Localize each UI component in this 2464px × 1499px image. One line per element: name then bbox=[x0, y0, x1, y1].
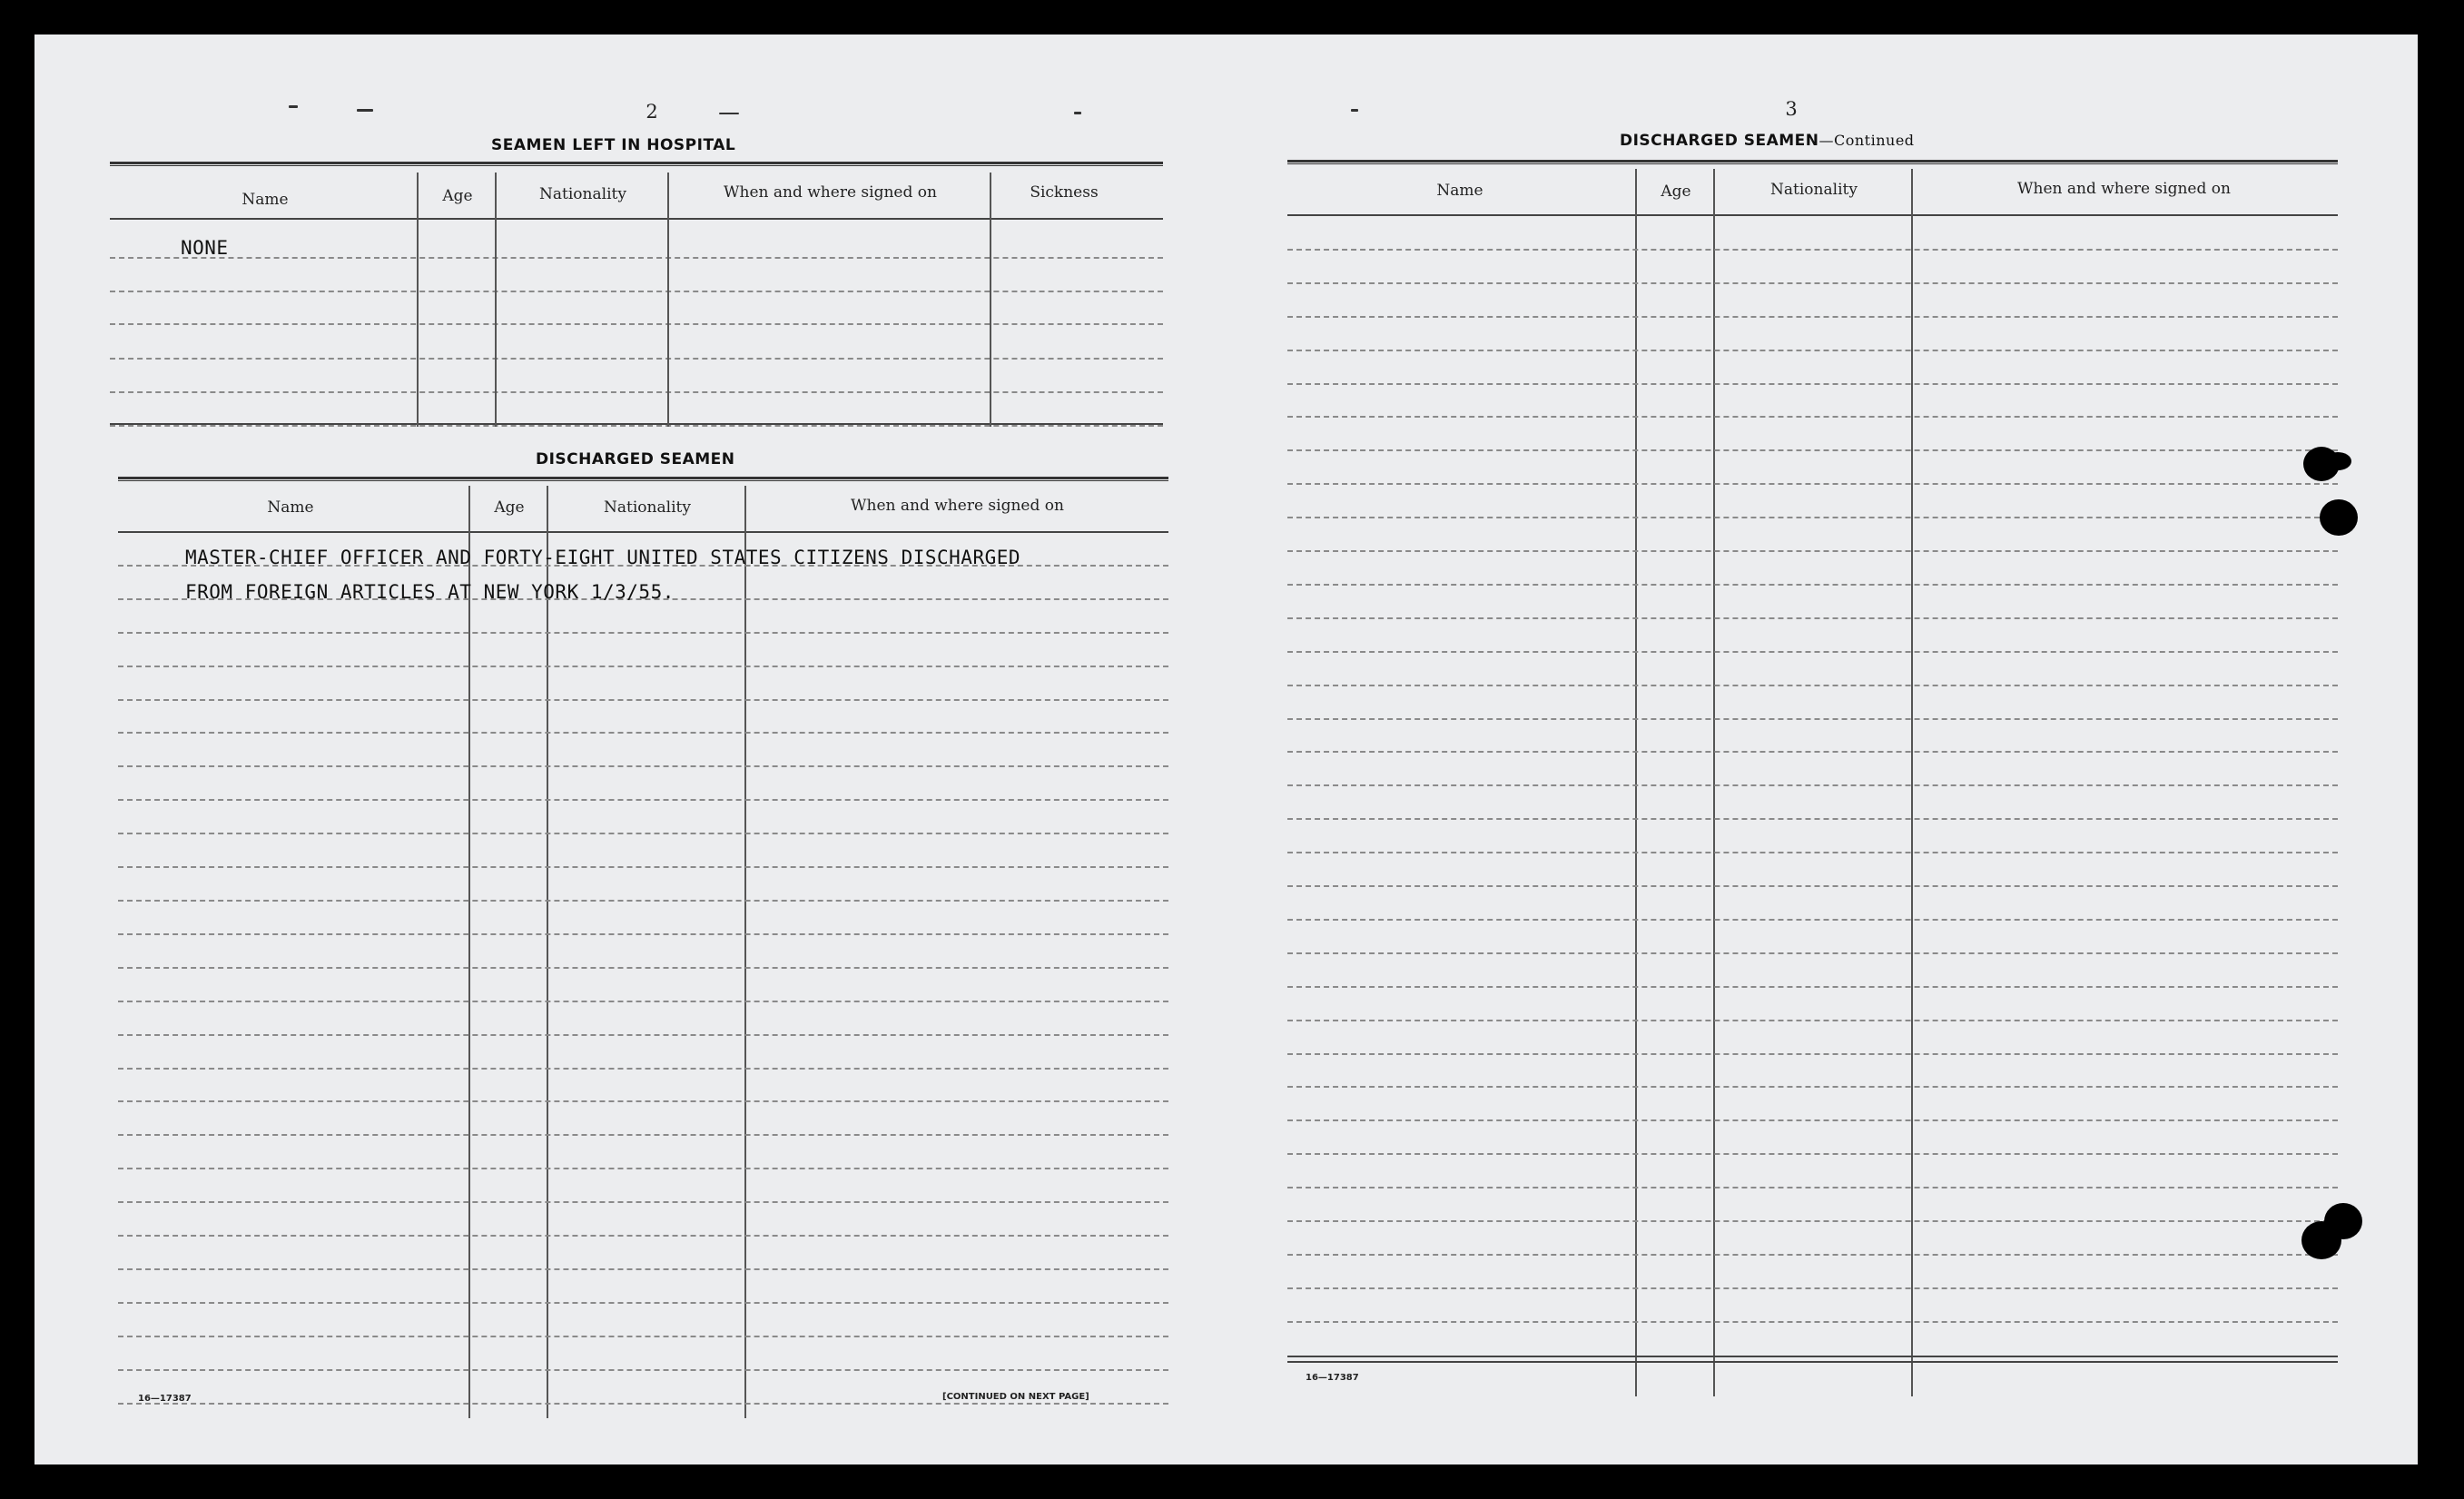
hospital-col-divider bbox=[417, 173, 419, 427]
entry-line bbox=[1287, 1053, 2338, 1055]
right-col-name: Name bbox=[1436, 182, 1483, 200]
hospital-line bbox=[110, 425, 1163, 427]
entry-line bbox=[1287, 249, 2338, 251]
continued-note: [CONTINUED ON NEXT PAGE] bbox=[942, 1392, 1089, 1402]
entry-line bbox=[118, 1168, 1168, 1169]
entry-line bbox=[1287, 617, 2338, 619]
entry-line bbox=[118, 933, 1168, 935]
ink-speck bbox=[1351, 109, 1358, 112]
entry-line bbox=[118, 632, 1168, 634]
right-col-divider bbox=[1635, 169, 1637, 1396]
right-col-divider bbox=[1911, 169, 1913, 1396]
entry-line bbox=[118, 1302, 1168, 1304]
hospital-col-age: Age bbox=[442, 187, 473, 205]
entry-line bbox=[118, 900, 1168, 902]
ink-speck bbox=[719, 113, 739, 114]
form-number-left: 16—17387 bbox=[138, 1394, 192, 1404]
form-number-right: 16—17387 bbox=[1306, 1373, 1359, 1383]
entry-line bbox=[1287, 1287, 2338, 1289]
hospital-line bbox=[110, 323, 1163, 325]
hospital-section-title: SEAMEN LEFT IN HOSPITAL bbox=[491, 136, 736, 154]
right-header-rule bbox=[1287, 214, 2338, 216]
entry-line bbox=[1287, 316, 2338, 318]
entry-line bbox=[1287, 818, 2338, 820]
right-bottom-rule-2 bbox=[1287, 1361, 2338, 1363]
entry-line bbox=[118, 1201, 1168, 1203]
entry-line bbox=[118, 967, 1168, 969]
right-section-title bbox=[1620, 132, 1915, 150]
discharged-col-divider bbox=[547, 486, 548, 1418]
entry-line bbox=[1287, 1086, 2338, 1088]
punch-hole bbox=[2324, 452, 2351, 470]
hospital-bottom-rule bbox=[110, 423, 1163, 425]
entry-line bbox=[118, 1268, 1168, 1270]
hospital-col-divider bbox=[667, 173, 669, 427]
hospital-col-name: Name bbox=[241, 191, 289, 209]
entry-line bbox=[1287, 986, 2338, 988]
entry-line bbox=[118, 1403, 1168, 1405]
entry-line bbox=[1287, 1119, 2338, 1121]
hospital-line bbox=[110, 257, 1163, 259]
discharged-col-divider bbox=[744, 486, 746, 1418]
entry-line bbox=[1287, 517, 2338, 518]
typed-entry-line-1: MASTER-CHIEF OFFICER AND FORTY-EIGHT UNITED STATES CITIZENS DISCHARGED bbox=[185, 547, 1021, 568]
entry-line bbox=[1287, 685, 2338, 686]
entry-line bbox=[1287, 483, 2338, 485]
ink-speck bbox=[289, 105, 298, 108]
entry-line bbox=[118, 1100, 1168, 1102]
entry-line bbox=[118, 732, 1168, 734]
entry-line bbox=[118, 799, 1168, 801]
entry-line bbox=[118, 765, 1168, 767]
hospital-entry-none: NONE bbox=[181, 237, 229, 259]
entry-line bbox=[118, 1369, 1168, 1371]
entry-line bbox=[1287, 952, 2338, 954]
entry-line bbox=[1287, 919, 2338, 921]
right-top-rule bbox=[1287, 160, 2338, 164]
discharged-col-divider bbox=[468, 486, 470, 1418]
entry-line bbox=[118, 1134, 1168, 1136]
right-col-signed-on: When and where signed on bbox=[2017, 180, 2231, 198]
entry-line bbox=[1287, 852, 2338, 853]
entry-line bbox=[1287, 550, 2338, 552]
hospital-line bbox=[110, 291, 1163, 292]
entry-line bbox=[1287, 784, 2338, 786]
entry-line bbox=[118, 666, 1168, 667]
hospital-col-nationality: Nationality bbox=[539, 185, 626, 203]
entry-line bbox=[118, 699, 1168, 701]
entry-line bbox=[1287, 1020, 2338, 1021]
entry-line bbox=[1287, 751, 2338, 753]
right-col-age: Age bbox=[1661, 182, 1691, 201]
entry-line bbox=[1287, 350, 2338, 351]
hospital-line bbox=[110, 358, 1163, 360]
entry-line bbox=[1287, 1321, 2338, 1323]
typed-entry-line-2: FROM FOREIGN ARTICLES AT NEW YORK 1/3/55. bbox=[185, 581, 675, 603]
ink-speck bbox=[357, 109, 373, 112]
entry-line bbox=[1287, 1220, 2338, 1222]
entry-line bbox=[118, 1235, 1168, 1237]
entry-line bbox=[1287, 584, 2338, 586]
hospital-col-divider bbox=[990, 173, 991, 427]
page-number-left: 2 bbox=[646, 101, 658, 123]
right-bottom-rule bbox=[1287, 1356, 2338, 1357]
discharged-top-rule bbox=[118, 477, 1168, 481]
punch-hole bbox=[2320, 499, 2358, 536]
hospital-col-signed-on: When and where signed on bbox=[724, 183, 937, 202]
right-title-main: DISCHARGED SEAMEN bbox=[1620, 132, 1819, 150]
entry-line bbox=[1287, 651, 2338, 653]
discharged-col-name: Name bbox=[267, 498, 314, 517]
entry-line bbox=[118, 1034, 1168, 1036]
ink-speck bbox=[1074, 112, 1081, 114]
entry-line bbox=[1287, 1187, 2338, 1188]
hospital-col-sickness: Sickness bbox=[1030, 183, 1099, 202]
page-number-right: 3 bbox=[1785, 98, 1798, 120]
hospital-line bbox=[110, 391, 1163, 393]
entry-line bbox=[118, 1001, 1168, 1002]
right-title-suffix: —Continued bbox=[1818, 132, 1915, 149]
entry-line bbox=[118, 866, 1168, 868]
hospital-top-rule bbox=[110, 162, 1163, 166]
discharged-col-signed-on: When and where signed on bbox=[851, 497, 1064, 515]
entry-line bbox=[118, 1068, 1168, 1070]
punch-hole bbox=[2324, 1203, 2362, 1239]
entry-line bbox=[1287, 449, 2338, 451]
entry-line bbox=[118, 833, 1168, 834]
entry-line bbox=[1287, 416, 2338, 418]
right-col-nationality: Nationality bbox=[1770, 181, 1858, 199]
entry-line bbox=[1287, 383, 2338, 385]
entry-line bbox=[118, 1336, 1168, 1337]
entry-line bbox=[1287, 282, 2338, 284]
right-col-divider bbox=[1713, 169, 1715, 1396]
discharged-col-age: Age bbox=[494, 498, 525, 517]
hospital-col-divider bbox=[495, 173, 497, 427]
entry-line bbox=[1287, 1153, 2338, 1155]
entry-line bbox=[1287, 1254, 2338, 1256]
entry-line bbox=[1287, 885, 2338, 887]
document-sheet bbox=[34, 35, 2418, 1464]
discharged-section-title: DISCHARGED SEAMEN bbox=[536, 450, 735, 468]
entry-line bbox=[1287, 718, 2338, 720]
hospital-header-rule bbox=[110, 218, 1163, 220]
discharged-col-nationality: Nationality bbox=[604, 498, 691, 517]
discharged-header-rule bbox=[118, 531, 1168, 533]
